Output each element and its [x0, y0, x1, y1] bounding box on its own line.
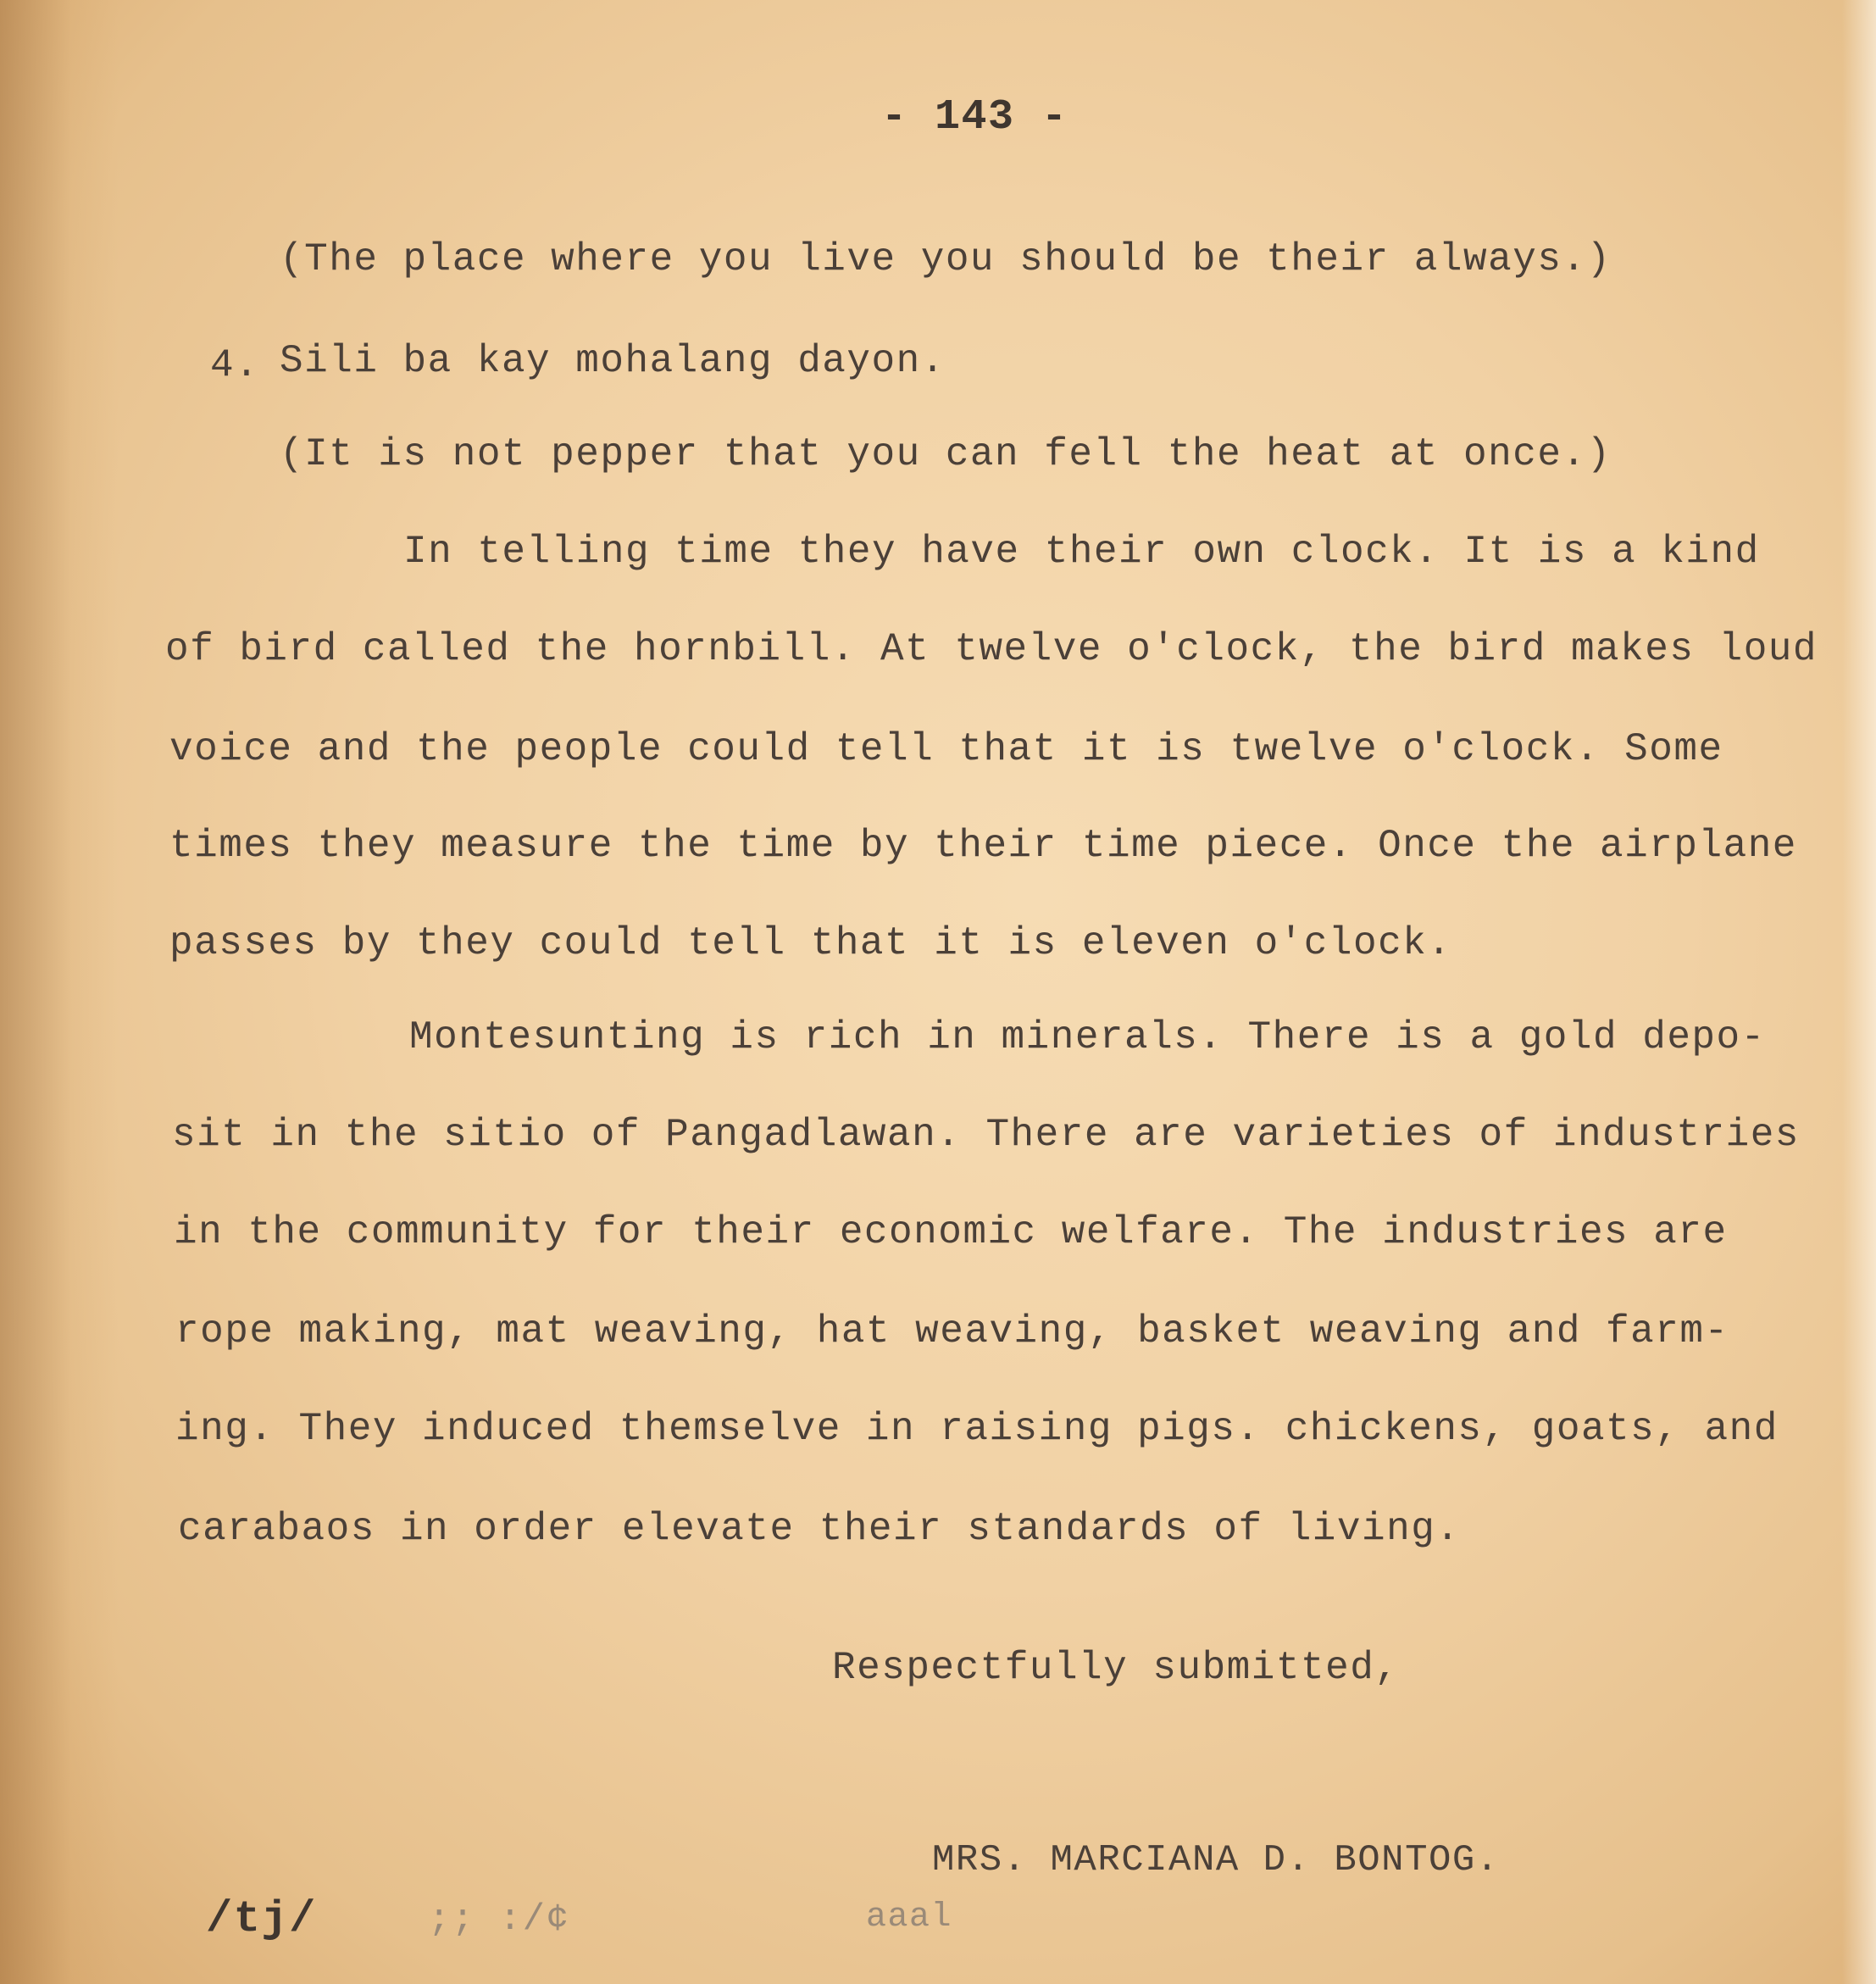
paragraph-time-line-5: passes by they could tell that it is eleven o'clock. — [169, 921, 1452, 965]
typist-initials: /tj/ — [206, 1894, 317, 1944]
smudge-marks: ;; :/¢ — [428, 1898, 570, 1941]
paragraph-minerals-line-4: rope making, mat weaving, hat weaving, basket weaving and farm- — [175, 1309, 1729, 1353]
binding-shadow — [0, 0, 119, 1984]
page-number: - 143 - — [881, 93, 1068, 142]
paragraph-time-line-1: In telling time they have their own clock. It is a kind — [403, 530, 1760, 574]
proverb-3-translation: (The place where you live you should be their always.) — [280, 237, 1612, 281]
paragraph-minerals-line-6: carabaos in order elevate their standards of living. — [178, 1507, 1461, 1551]
paragraph-time-line-3: voice and the people could tell that it is twelve o'clock. Some — [169, 727, 1723, 771]
proverb-4-text: Sili ba kay mohalang dayon. — [280, 339, 946, 383]
page-edge — [1842, 0, 1876, 1984]
paragraph-minerals-line-1: Montesunting is rich in minerals. There is a gold depo- — [409, 1015, 1766, 1059]
paragraph-time-line-2: of bird called the hornbill. At twelve o'clock, the bird makes loud — [165, 627, 1818, 671]
paragraph-time-line-4: times they measure the time by their time piece. Once the airplane — [169, 824, 1797, 868]
closing-salutation: Respectfully submitted, — [832, 1646, 1400, 1690]
paragraph-minerals-line-2: sit in the sitio of Pangadlawan. There are varieties of industries — [172, 1113, 1800, 1157]
signature-name: MRS. MARCIANA D. BONTOG. — [932, 1839, 1500, 1881]
paragraph-minerals-line-5: ing. They induced themselve in raising pigs. chickens, goats, and — [175, 1407, 1779, 1451]
proverb-4-number: 4. — [210, 343, 260, 387]
paragraph-minerals-line-3: in the community for their economic welfare. The industries are — [174, 1210, 1728, 1254]
proverb-4-translation: (It is not pepper that you can fell the heat at once.) — [280, 432, 1612, 476]
smudge-word: aaal — [866, 1898, 953, 1937]
